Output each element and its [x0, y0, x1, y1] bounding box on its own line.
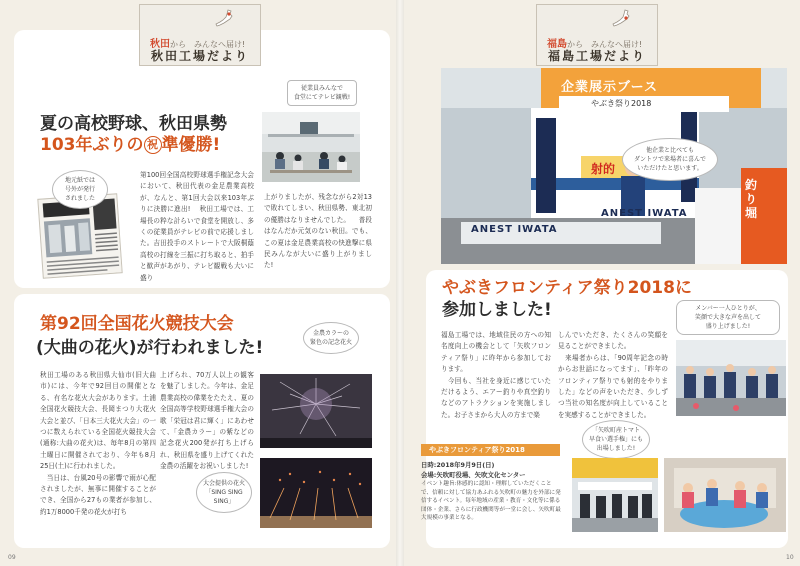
- fireworks-body-col1: 秋田工場のある秋田県大仙市(旧大曲市)には、今年で92回目の開催となる、有名な花火大会があります。土浦全国花火競技大会、長岡まつり大花火大会と並び、「日本三大花火大会」の一つに数えられている全国花火競技大会(通称:大曲の花火)は、毎年8月の第四土曜日に開催されており、今年も8月25日(土)に行われました。 当日は、台風20号の影響で雨が心配されましたが、無事に開催することができ、全国から27もの業者が参加し、約1万8000千発の花火が打ち: [40, 371, 156, 516]
- booth-banner-top: 企業展示ブース: [561, 80, 658, 95]
- purple-fireworks-caption: 金農カラーの 緊色の記念花火: [303, 322, 359, 354]
- booth-brand-sign-right: ANEST IWATA: [601, 208, 688, 219]
- fireworks-title-line2: (大曲の花火)が行われました!: [36, 338, 264, 358]
- booth-brand-sign: ANEST IWATA: [471, 224, 558, 235]
- booth-main-photo: [441, 68, 787, 264]
- book-spine: [396, 0, 404, 566]
- tomato-contest-photo: [572, 458, 658, 532]
- booth-visitor-caption: 他企業と比べても ダントツで来場者に喜んで いただけたと思います。: [622, 138, 718, 181]
- baseball-body-col2: 上がりましたが、残念ながら2対13で敗れてしまい、秋田県勢、東北初の優勝はなりませんでした。 普段はなんだか元気のない秋田。でも、この夏は金足農業高校の快進撃に県民みんなが大いに盛り上がりました!: [264, 193, 372, 270]
- fireworks-title-line1: 第92回全国花火競技大会: [40, 314, 234, 334]
- cafeteria-tv-caption: 従業員みんなで 食堂にてテレビ観戦!: [287, 80, 357, 106]
- sing-sing-fireworks-photo: [260, 458, 372, 528]
- event-venue: 会場:矢吹町役場、矢吹文化センター: [421, 471, 526, 479]
- celebration-circle-icon: 祝: [144, 136, 162, 154]
- akita-from-label: 秋田から みんなへ届け!: [150, 39, 246, 50]
- purple-fireworks-photo: [260, 374, 372, 448]
- fukushima-factory-tag: [536, 4, 658, 66]
- cafeteria-tv-photo: [262, 112, 360, 182]
- festival-body-col1: 福島工場では、地域住民の方への知名度向上の機会として「矢吹フロンティア祭り」に昨年から参加しております。 今回も、当社を身近に感じていただけるよう、エアー釣りや真空釣りなどのアトラクションを実施しました。お子さまから大人の方まで楽: [441, 331, 551, 419]
- sing-sing-caption: 大会提供の花火 「SING SING SING」: [196, 472, 252, 513]
- festival-title-line2: 参加しました!: [442, 300, 552, 320]
- member-caption: メンバー一人ひとりが、 笑顔で大きな声を出して 盛り上げました!: [676, 300, 780, 335]
- page-number-left: 09: [8, 554, 16, 561]
- baseball-title-line2: 103年ぶりの 祝 準優勝!: [40, 135, 221, 155]
- tomato-contest-caption: 「矢吹町産トマト 早食い選手権」にも 出場しました!: [582, 420, 650, 459]
- baseball-body-col1: 第100回全国高校野球選手権記念大会において、秋田代表の金足農業高校が、なんと、第1回大会以来103年ぶりに決勝に進出! 秋田工場では、工場長の粋な計らいで食堂を開放し、多くの従業員がテレビの前で応援しました。吉田投手のストレートで大阪桐蔭高校の打線を三振に打ち取ると、拍手と歓声があがり、テレビ観戦も大いに盛り: [140, 171, 254, 282]
- booth-shooting-sign: 射的: [591, 162, 616, 176]
- newspaper-caption: 地元紙では 号外が発行 されました: [52, 170, 108, 209]
- booth-banner-sub: やぶき祭り2018: [591, 99, 652, 108]
- fukushima-from-label: 福島から みんなへ届け!: [547, 39, 643, 50]
- japan-map-icon: [611, 9, 633, 29]
- event-info-bar: やぶきフロンティア祭り2018: [421, 444, 560, 456]
- akita-factory-tag: [139, 4, 261, 66]
- event-description: イベント趣旨:体感的に認知・理解していただくことで、信頼に対して協力あふれる矢吹町の魅力を外部に発信するイベント。毎年地域の産業・教育・文化等に係る団体・企業、さらに行政機関等が一堂に会し、矢吹町最大規模の事業となる。: [421, 481, 561, 521]
- festival-title-line1: やぶきフロンティア祭り2018に: [442, 278, 692, 298]
- baseball-title-line1: 夏の高校野球、秋田県勢: [40, 114, 227, 134]
- attraction-kids-photo: [664, 458, 786, 532]
- booth-fishing-sign: 釣り堀: [745, 178, 758, 220]
- akita-factory-title: 秋田工場だより: [150, 49, 249, 63]
- festival-body-col2: しんでいただき、たくさんの笑顔を見ることができました。 来場者からは、「90周年記念の時からお世話になってます」、「昨年のフロンティア祭りでも射的をやりました」などの声をいただき、少しずつ当社の知名度が向上していることを実感することができました。: [558, 331, 668, 419]
- event-date: 日時:2018年9月9日(日): [421, 461, 495, 469]
- japan-map-icon: [214, 9, 236, 29]
- fireworks-body-col2: 上げられ、70万人以上の観客を魅了しました。今年は、金足農業高校の偉業をたたえ、夏の全国高等学校野球選手権大会の歌「栄冠は君に輝く」にあわせて、「金農カラー」の紫などの記念花火200発が打ち上げられ、秋田県を盛り上げてくれた金農の活躍をお祝いしました!: [160, 371, 254, 471]
- fukushima-factory-title: 福島工場だより: [547, 49, 646, 63]
- staff-group-photo: [676, 340, 786, 416]
- page-number-right: 10: [786, 554, 794, 561]
